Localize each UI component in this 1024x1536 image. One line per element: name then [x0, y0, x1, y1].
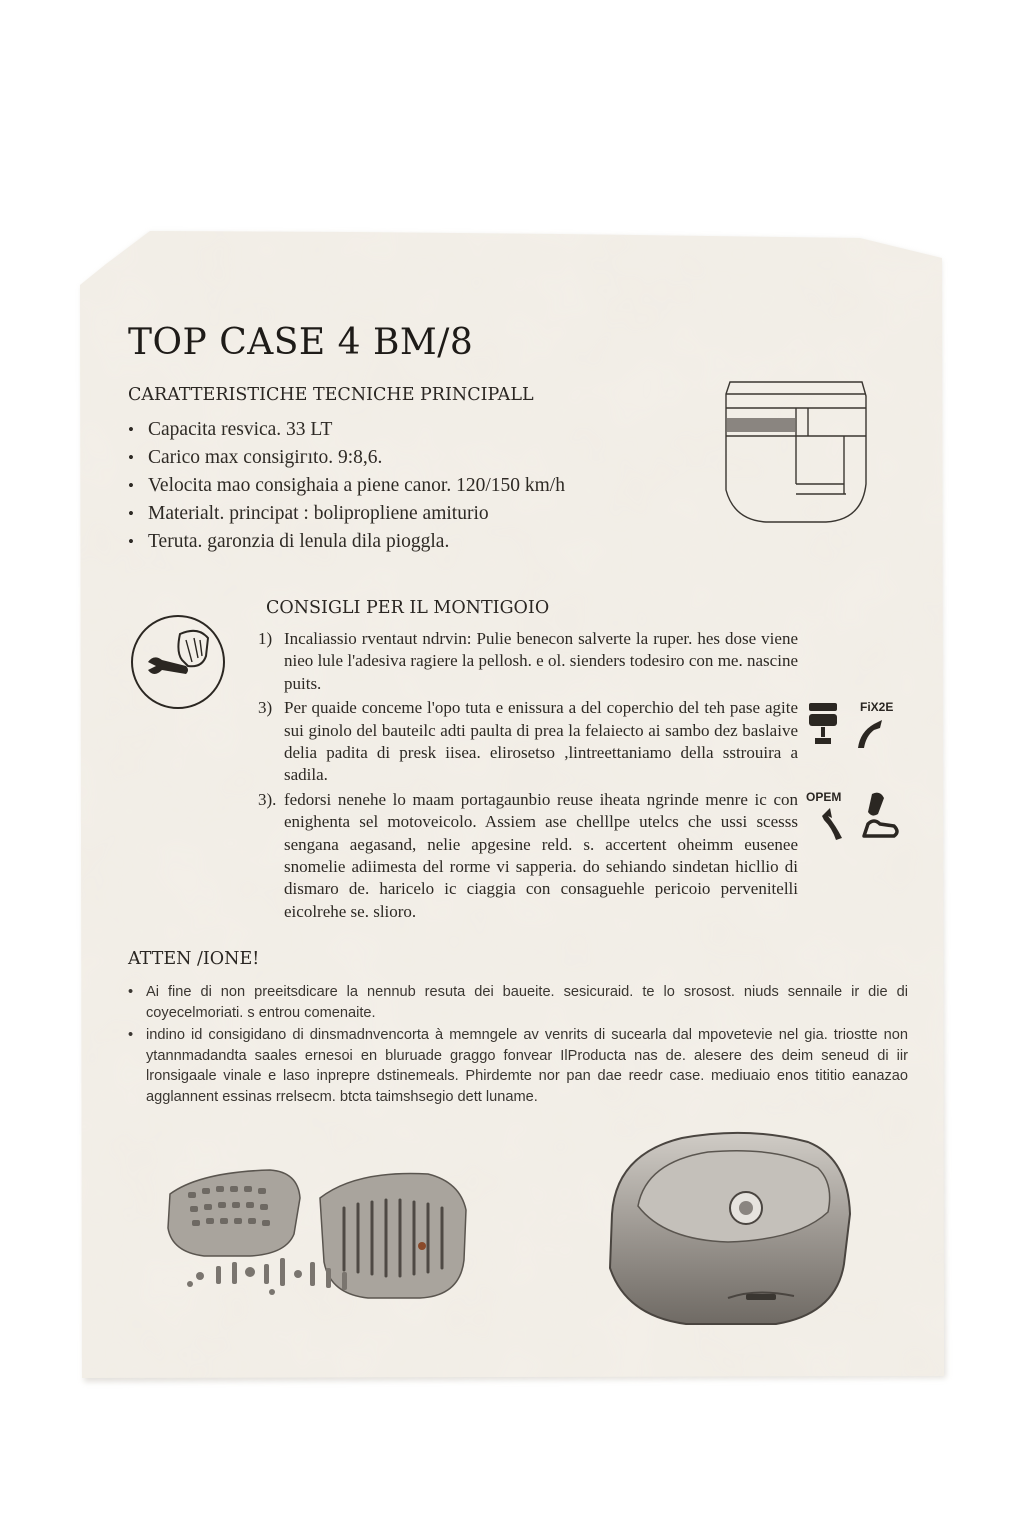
top-case-illustration: [598, 1128, 854, 1328]
attention-heading: ATTEN /IONE!: [128, 949, 260, 969]
fix-label: FiX2E: [860, 700, 894, 714]
open-label: OPEM: [806, 790, 842, 804]
top-case-technical-drawing: [716, 374, 876, 526]
spec-item: • Capacita resvica. 33 LT: [128, 416, 688, 444]
step-text: Incaliassio rventaut ndrvin: Pulie benecon salverte la ruper. hes dose viene nieo lule l'adesiva ragiere la pellosh. e ol. sienders todesiro con me. nascine puits.: [284, 629, 798, 693]
base-plate-and-hardware-illustration: [160, 1158, 490, 1308]
step-number: 1): [258, 629, 273, 648]
step-number: 3): [258, 698, 273, 718]
warning-item: • indino id consigidano di dinsmadnvencorta à memngele av venrits di sucearla dal mpovetevie nel gia. triostte non ytannmadandta saales ernesoi en bluruade graggo fonvear IlProducta nas de. alesere des deim seneud di iir lronsigaale vinale e laso inprepre dstinemeals. Phirdemte nor pan dae reedr case. mediuaio enos tititio eanazao agglannent essinas rrelsecm. btcta taimshsegio dett luname.: [128, 1025, 908, 1107]
specs-list: [128, 416, 688, 556]
spec-item: • Velocita mao consighaia a piene canor. 120/150 km/h: [128, 472, 688, 500]
step-item: [258, 789, 798, 923]
lock-fix-icon: [806, 700, 840, 750]
step-item: [258, 697, 798, 787]
specs-heading: CARATTERISTICHE TECNICHE PRINCIPALL: [128, 385, 534, 405]
step-text: fedorsi nenehe lo maam portagaunbio reuse iheata ngrinde menre ic con enighenta sel motoveicolo. Assiem ase chelllpe utelcs che ussi scesss sengana aegasand, nelie apgesine reld. s. accertent oheimm eusenee snomelie adiimesta del rorme vi sapperia. do sehiando sindetan hicllio di dismaro de. haricelo ic ciaggia con consaguehle pericoio pervenitelli eicolrehe se. slioro.: [284, 789, 798, 921]
spec-item: • Teruta. garonzia di lenula dila pioggla.: [128, 528, 688, 556]
consigli-heading: CONSIGLI PER IL MONTIGOIO: [266, 598, 550, 618]
step-item: [258, 628, 798, 695]
mounting-steps: [258, 628, 798, 925]
spec-item: • Materialt. principat : bolipropliene amiturio: [128, 500, 688, 528]
lever-icon: [852, 716, 888, 752]
step-number: 3).: [258, 789, 277, 809]
handle-icon: [858, 790, 902, 842]
warning-list: [128, 982, 908, 1110]
spec-item: • Carico max consigiгıto. 9:8,6.: [128, 444, 688, 472]
wrench-hand-icon: [128, 612, 228, 712]
open-arrow-icon: [818, 806, 848, 842]
step-text: Per quaide conceme l'opo tuta e enissura a del coperchio del teh pase agite sui ginolo del bauteilc adti paulta di prea la felaiecto ai sambo dez baslaive delia padita di presk iisea. elirosetso ,lintreettaniamo della sstrouira a sadila.: [284, 698, 798, 785]
document-title: TOP CASE 4 BM/8: [128, 322, 474, 363]
warning-item: • Ai fine di non preeitsdicare la nennub resuta dei baueite. sesicuraid. te lo srosost. niuds sennaile ir die di coyecelmoriati. s entrou comenaite.: [128, 982, 908, 1023]
